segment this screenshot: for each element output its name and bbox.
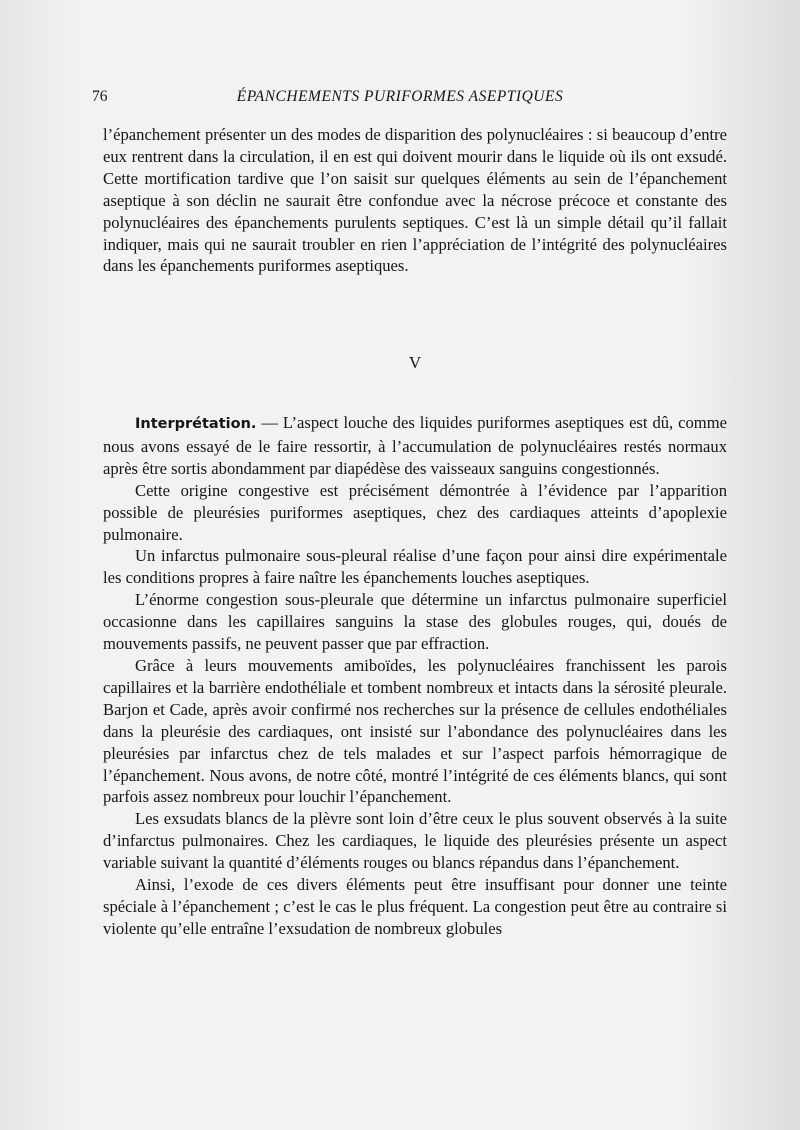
section-number: V [408,353,422,372]
paragraph-1 [103,412,727,480]
intro-paragraph: l’épanchement présenter un des modes de disparition des polynucléaires : si beaucoup d’entre eux rentrent dans la circulation, il en est qui doivent mourir dans le liquide où ils ont exsudé. Cette mortification tardive que l’on saisit sur quelques éléments au sein de l’épanchement aseptique à son déclin ne saurait être confondue avec la nécrose précoce et constante des polynucléaires des épanchements purulents septiques. C’est là un simple détail qu’il fallait indiquer, mais qui ne saurait troubler en rien l’appréciation de l’intégrité des polynucléaires dans les épanchements puriformes aseptiques. [103,125,727,276]
paragraph-5: Grâce à leurs mouvements amiboïdes, les polynucléaires franchissent les parois capillaires et la barrière endothéliale et tombent nombreux et intacts dans la sérosité pleurale. Barjon et Cade, après avoir confirmé nos recherches sur la présence de cellules endothéliales dans la pleurésie des cardiaques, ont insisté sur l’abondance des polynucléaires dans les pleurésies par infarctus chez de tels malades et sur l’aspect parfois hémorragique de l’épanchement. Nous avons, de notre côté, montré l’intégrité de ces éléments blancs, qui sont parfois assez nombreux pour louchir l’épanchement. [103,655,727,807]
section-body [103,412,727,940]
paragraph-4: L’énorme congestion sous-pleurale que détermine un infarctus pulmonaire superficiel occasionne dans les capillaires sanguins la stase des globules rouges, qui, doués de mouvements passifs, ne peuvent passer que par effraction. [103,590,727,654]
paragraph-6: Les exsudats blancs de la plèvre sont loin d’être ceux le plus souvent observés à la suite d’infarctus pulmonaires. Chez les cardiaques, le liquide des pleurésies présente un aspect variable suivant la quantité d’éléments rouges ou blancs répandus dans l’épanchement. [103,809,727,873]
running-title: ÉPANCHEMENTS PURIFORMES ASEPTIQUES [236,88,564,105]
paragraph-3: Un infarctus pulmonaire sous-pleural réalise d’une façon pour ainsi dire expérimentale les conditions propres à faire naître les épanchements louches aseptiques. [103,546,727,588]
section-heading: Interprétation. [135,416,257,432]
paragraph-2: Cette origine congestive est précisément démontrée à l’évidence par l’apparition possible de pleurésies puriformes aseptiques, chez des cardiaques atteints d’apoplexie pulmonaire. [103,480,727,544]
paragraph-7: Ainsi, l’exode de ces divers éléments peut être insuffisant pour donner une teinte spéciale à l’épanchement ; c’est le cas le plus fréquent. La congestion peut être au contraire si violente qu’elle entraîne l’exsudation de nombreux globules [103,875,727,938]
paragraph-1-text: — L’aspect louche des liquides puriformes aseptiques est dû, comme nous avons essayé de le faire ressortir, à l’accumulation de polynucléaires restés normaux après être sortis abondamment par diapédèse des vaisseaux sanguins congestionnés. [103,413,727,478]
intro-text [103,124,727,277]
page-number: 76 [92,88,108,105]
running-header [90,88,710,110]
